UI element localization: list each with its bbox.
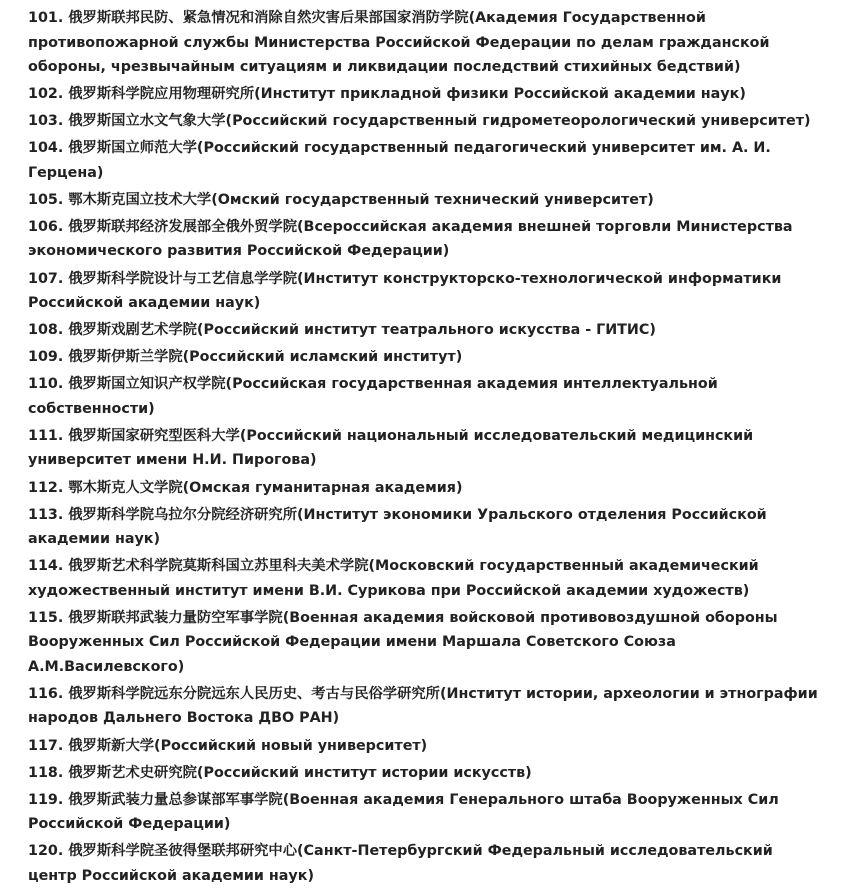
item-text: 俄罗斯联邦民防、紧急情况和消除自然灾害后果部国家消防学院(Академия Государственной противопожарной службы Министерства Российской Федерации по делам гражданской обороны, чрезвычайным ситуациям и ликвидации последствий стихийных бедствий) (28, 10, 770, 75)
item-number: 108. (28, 322, 64, 339)
list-item (28, 215, 822, 264)
item-number: 102. (28, 86, 64, 103)
item-number: 111. (28, 427, 64, 444)
item-number: 119. (28, 791, 64, 808)
item-number: 109. (28, 349, 64, 366)
item-text: 俄罗斯联邦经济发展部全俄外贸学院(Всероссийская академия внешней торговли Министерства экономического развития Российской Федерации) (28, 218, 793, 260)
list-item (28, 839, 822, 888)
list-item (28, 345, 822, 370)
list-item (28, 82, 822, 107)
item-number: 110. (28, 376, 64, 393)
list-item (28, 424, 822, 473)
item-text: 俄罗斯戏剧艺术学院(Российский институт театрального искусства - ГИТИС) (68, 322, 656, 339)
list-item (28, 788, 822, 837)
item-text: 俄罗斯科学院乌拉尔分院经济研究所(Институт экономики Уральского отделения Российской академии наук) (28, 506, 767, 548)
list-item (28, 267, 822, 316)
item-number: 117. (28, 737, 64, 754)
list-item (28, 372, 822, 421)
list-item (28, 554, 822, 603)
item-number: 120. (28, 843, 64, 860)
item-text: 俄罗斯科学院应用物理研究所(Институт прикладной физики Российской академии наук) (68, 86, 746, 103)
item-text: 鄂木斯克人文学院(Омская гуманитарная академия) (68, 479, 463, 496)
item-number: 112. (28, 479, 64, 496)
item-number: 106. (28, 218, 64, 235)
list-item (28, 109, 822, 134)
item-number: 113. (28, 506, 64, 523)
item-text: 俄罗斯艺术科学院莫斯科国立苏里科夫美术学院(Московский государственный академический художественный институт имени В.И. Сурикова при Российской академии художеств) (28, 558, 759, 599)
item-number: 107. (28, 270, 64, 287)
item-text: 俄罗斯国立知识产权学院(Российская государственная академия интеллектуальной собственности) (28, 376, 718, 417)
item-text: 俄罗斯国立水文气象大学(Российский государственный гидрометеорологический университет) (68, 113, 811, 130)
list-item (28, 761, 822, 786)
item-text: 俄罗斯艺术史研究院(Российский институт истории искусств) (68, 764, 532, 781)
item-text: 俄罗斯国家研究型医科大学(Российский национальный исследовательский медицинский университет имени Н.И. Пирогова) (28, 427, 754, 469)
item-number: 103. (28, 113, 64, 130)
item-number: 105. (28, 191, 64, 208)
item-number: 101. (28, 10, 64, 26)
list-item (28, 136, 822, 185)
list-item (28, 606, 822, 680)
item-number: 118. (28, 764, 64, 781)
item-text: 俄罗斯科学院圣彼得堡联邦研究中心(Санкт-Петербургский Федеральный исследовательский центр Российской академии наук) (28, 843, 773, 884)
list-item (28, 734, 822, 759)
list-item (28, 6, 822, 80)
item-text: 俄罗斯新大学(Российский новый университет) (68, 737, 428, 754)
item-number: 115. (28, 609, 64, 626)
item-text: 俄罗斯武装力量总参谋部军事学院(Военная академия Генерального штаба Вооруженных Сил Российской Федерации) (28, 791, 779, 833)
item-text: 鄂木斯克国立技术大学(Омский государственный технический университет) (68, 191, 654, 208)
list-item (28, 188, 822, 213)
item-text: 俄罗斯国立师范大学(Российский государственный педагогический университет им. А. И. Герцена) (28, 140, 771, 181)
item-number: 114. (28, 558, 64, 575)
list-item (28, 682, 822, 731)
list-item (28, 503, 822, 552)
item-text: 俄罗斯联邦武装力量防空军事学院(Военная академия войсковой противовоздушной обороны Вооруженных Сил Российской Федерации имени Маршала Советского Союза А.М.Василевского) (28, 609, 778, 675)
item-text: 俄罗斯科学院设计与工艺信息学学院(Институт конструкторско-технологической информатики Российской академии наук) (28, 270, 782, 312)
list-item (28, 476, 822, 501)
list-item (28, 318, 822, 343)
item-text: 俄罗斯科学院远东分院远东人民历史、考古与民俗学研究所(Институт истории, археологии и этнографии народов Дальнего Востока ДВО РАН) (28, 685, 818, 727)
item-number: 116. (28, 685, 64, 702)
item-text: 俄罗斯伊斯兰学院(Российский исламский институт) (68, 349, 463, 366)
item-number: 104. (28, 140, 64, 157)
